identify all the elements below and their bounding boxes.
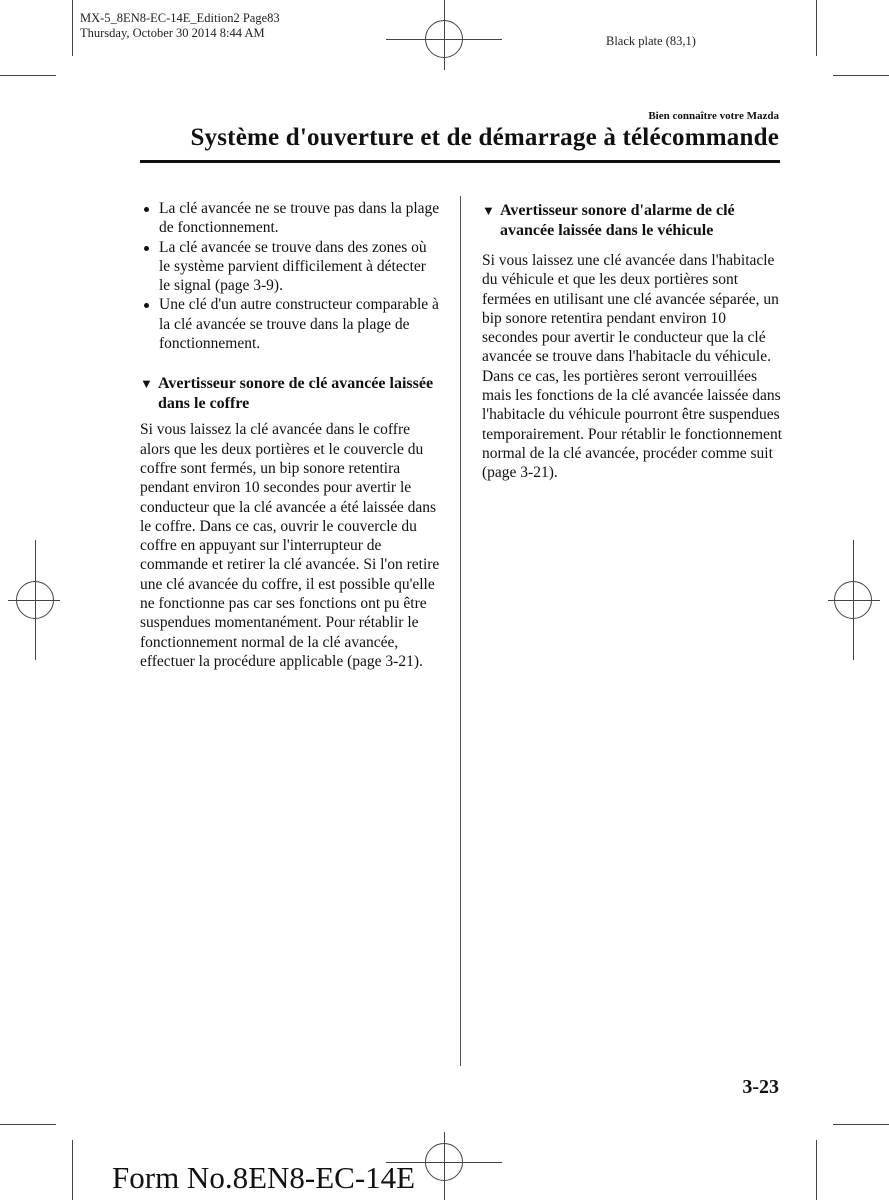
section-heading [140, 374, 440, 413]
crop-mark-bottom-right [816, 1140, 817, 1200]
page-number: 3-23 [742, 1076, 779, 1098]
column-divider [460, 196, 461, 1066]
form-number: Form No.8EN8-EC-14E [112, 1160, 416, 1195]
registration-crosshair-icon [425, 20, 463, 58]
body-paragraph: Si vous laissez une clé avancée dans l'habitacle du véhicule et que les deux portières sont fermées en utilisant une clé avancée séparée, un bip sonore retentira pendant environ 10 secondes pour avertir le conducteur que la clé avancée se trouve dans l'habitacle du véhicule. Dans ce cas, les portières seront verrouillées mais les fonctions de la clé avancée laissée dans l'habitacle du véhicule pourront être suspendues temporairement. Pour rétablir le fonctionnement normal de la clé avancée, procéder comme suit (page 3-21). [482, 252, 782, 482]
heading-text: Avertisseur sonore d'alarme de clé avancée laissée dans le véhicule [500, 202, 735, 239]
down-triangle-icon: ▼ [140, 376, 153, 392]
crop-mark-right-top [833, 75, 889, 76]
list-item: La clé avancée se trouve dans des zones où le système parvient difficilement à détecter le signal (page 3-9). [140, 238, 440, 296]
section-kicker: Bien connaître votre Mazda [648, 110, 779, 122]
list-item: La clé avancée ne se trouve pas dans la plage de fonctionnement. [140, 199, 440, 238]
registration-crosshair-icon [16, 581, 54, 619]
crop-mark-bottom-left [72, 1140, 73, 1200]
heading-text: Avertisseur sonore de clé avancée laissée dans le coffre [158, 375, 434, 412]
crop-mark-right-bottom [833, 1124, 889, 1125]
plate-label: Black plate (83,1) [606, 34, 696, 48]
right-column [482, 201, 782, 483]
registration-crosshair-icon [425, 1143, 463, 1181]
crop-mark-left-top [0, 75, 56, 76]
date-line: Thursday, October 30 2014 8:44 AM [80, 26, 265, 40]
left-column [140, 199, 440, 671]
page-title: Système d'ouverture et de démarrage à télécommande [190, 124, 779, 151]
crop-mark-top-left [72, 0, 73, 56]
body-paragraph: Si vous laissez la clé avancée dans le coffre alors que les deux portières et le couvercle du coffre sont fermés, un bip sonore retentira pendant environ 10 secondes pour avertir le conducteur que la clé avancée a été laissée dans le coffre. Dans ce cas, ouvrir le couvercle du coffre en appuyant sur l'interrupteur de commande et retirer la clé avancée. Si l'on retire une clé avancée du coffre, il est possible qu'elle ne fonctionne pas car ses fonctions ont pu être suspendues momentanément. Pour rétablir le fonctionnement normal de la clé avancée, effectuer la procédure applicable (page 3-21). [140, 421, 440, 670]
section-heading [482, 201, 782, 240]
file-line: MX-5_8EN8-EC-14E_Edition2 Page83 [80, 11, 280, 25]
crop-mark-top-right [816, 0, 817, 56]
title-rule [140, 160, 780, 163]
crop-mark-left-bottom [0, 1124, 56, 1125]
list-item: Une clé d'un autre constructeur comparable à la clé avancée se trouve dans la plage de fonctionnement. [140, 295, 440, 353]
registration-crosshair-icon [834, 581, 872, 619]
down-triangle-icon: ▼ [482, 203, 495, 218]
file-info [80, 11, 280, 41]
bullet-list [140, 199, 440, 353]
